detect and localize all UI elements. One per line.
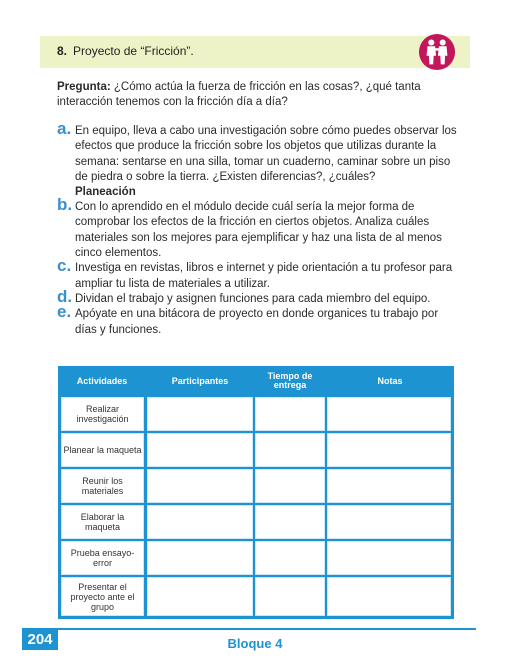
notes-cell[interactable]	[327, 577, 451, 616]
delivery-time-cell[interactable]	[255, 469, 325, 503]
project-title	[57, 44, 194, 58]
activity-cell: Planear la maqueta	[61, 433, 144, 467]
step-b-text: Con lo aprendido en el módulo decide cuál sería la mejor forma de comprobar los efectos de la fricción en ciertos objetos. Analiza cuáles materiales son los mejores para ejemplificar y haz una lista de al menos cinco elementos.	[75, 201, 442, 260]
step-b	[57, 195, 457, 261]
notes-cell[interactable]	[327, 469, 451, 503]
header-actividades: Actividades	[76, 375, 128, 386]
question-paragraph	[57, 80, 457, 110]
notes-cell[interactable]	[327, 541, 451, 575]
block-label: Bloque 4	[227, 636, 283, 651]
step-c	[57, 256, 457, 292]
step-c-letter: c.	[57, 256, 72, 276]
project-title-text: Proyecto de “Fricción”.	[73, 44, 194, 58]
participants-cell[interactable]	[147, 469, 253, 503]
planeacion-heading: Planeación	[75, 186, 136, 199]
header-tiempo-entrega: Tiempo de entrega	[267, 371, 313, 390]
step-d	[57, 286, 457, 307]
step-a-text: En equipo, lleva a cabo una investigación sobre cómo puedes observar los efectos que produce la fricción sobre los objetos que utilizas durante la semana: sentarse en una silla, tomar un cuaderno, caminar sobre un piso de piedra o sobre la tierra. ¿Existen diferencias?, ¿cuáles?	[75, 125, 457, 183]
delivery-time-cell[interactable]	[255, 505, 325, 539]
project-number: 8.	[57, 44, 68, 58]
header-notas: Notas	[377, 375, 403, 386]
activity-cell: Elaborar la maqueta	[61, 505, 144, 539]
step-d-letter: d.	[57, 286, 73, 306]
step-e-text: Apóyate en una bitácora de proyecto en donde organices tu trabajo por días y funciones.	[75, 308, 439, 336]
header-participantes: Participantes	[171, 375, 229, 386]
activity-cell: Reunir los materiales	[61, 469, 144, 503]
delivery-time-cell[interactable]	[255, 577, 325, 616]
delivery-time-cell[interactable]	[255, 397, 325, 431]
delivery-time-cell[interactable]	[255, 433, 325, 467]
step-b-letter: b.	[57, 195, 73, 215]
notes-cell[interactable]	[327, 397, 451, 431]
notes-cell[interactable]	[327, 505, 451, 539]
step-a-letter: a.	[57, 119, 72, 138]
activity-cell: Presentar el proyecto ante el grupo	[61, 577, 144, 616]
step-c-text: Investiga en revistas, libros e internet y pide orientación a tu profesor para ampliar tu lista de materiales a utilizar.	[75, 262, 453, 290]
participants-cell[interactable]	[147, 541, 253, 575]
activity-cell: Realizar investigación	[61, 397, 144, 431]
project-log-table	[58, 366, 454, 619]
step-e	[57, 302, 457, 338]
participants-cell[interactable]	[147, 397, 253, 431]
step-a	[57, 119, 457, 185]
delivery-time-cell[interactable]	[255, 541, 325, 575]
footer-divider	[58, 628, 476, 630]
step-e-letter: e.	[57, 302, 72, 322]
participants-cell[interactable]	[147, 577, 253, 616]
page-number: 204	[22, 628, 58, 650]
activity-cell: Prueba ensayo-error	[61, 541, 144, 575]
team-icon	[418, 33, 456, 71]
participants-cell[interactable]	[147, 433, 253, 467]
notes-cell[interactable]	[327, 433, 451, 467]
question-text: ¿Cómo actúa la fuerza de fricción en las cosas?, ¿qué tanta interacción tenemos con la fricción día a día?	[57, 81, 421, 108]
participants-cell[interactable]	[147, 505, 253, 539]
question-label: Pregunta:	[57, 81, 111, 93]
step-d-text: Dividan el trabajo y asignen funciones para cada miembro del equipo.	[75, 292, 431, 305]
steps-list	[57, 119, 457, 338]
